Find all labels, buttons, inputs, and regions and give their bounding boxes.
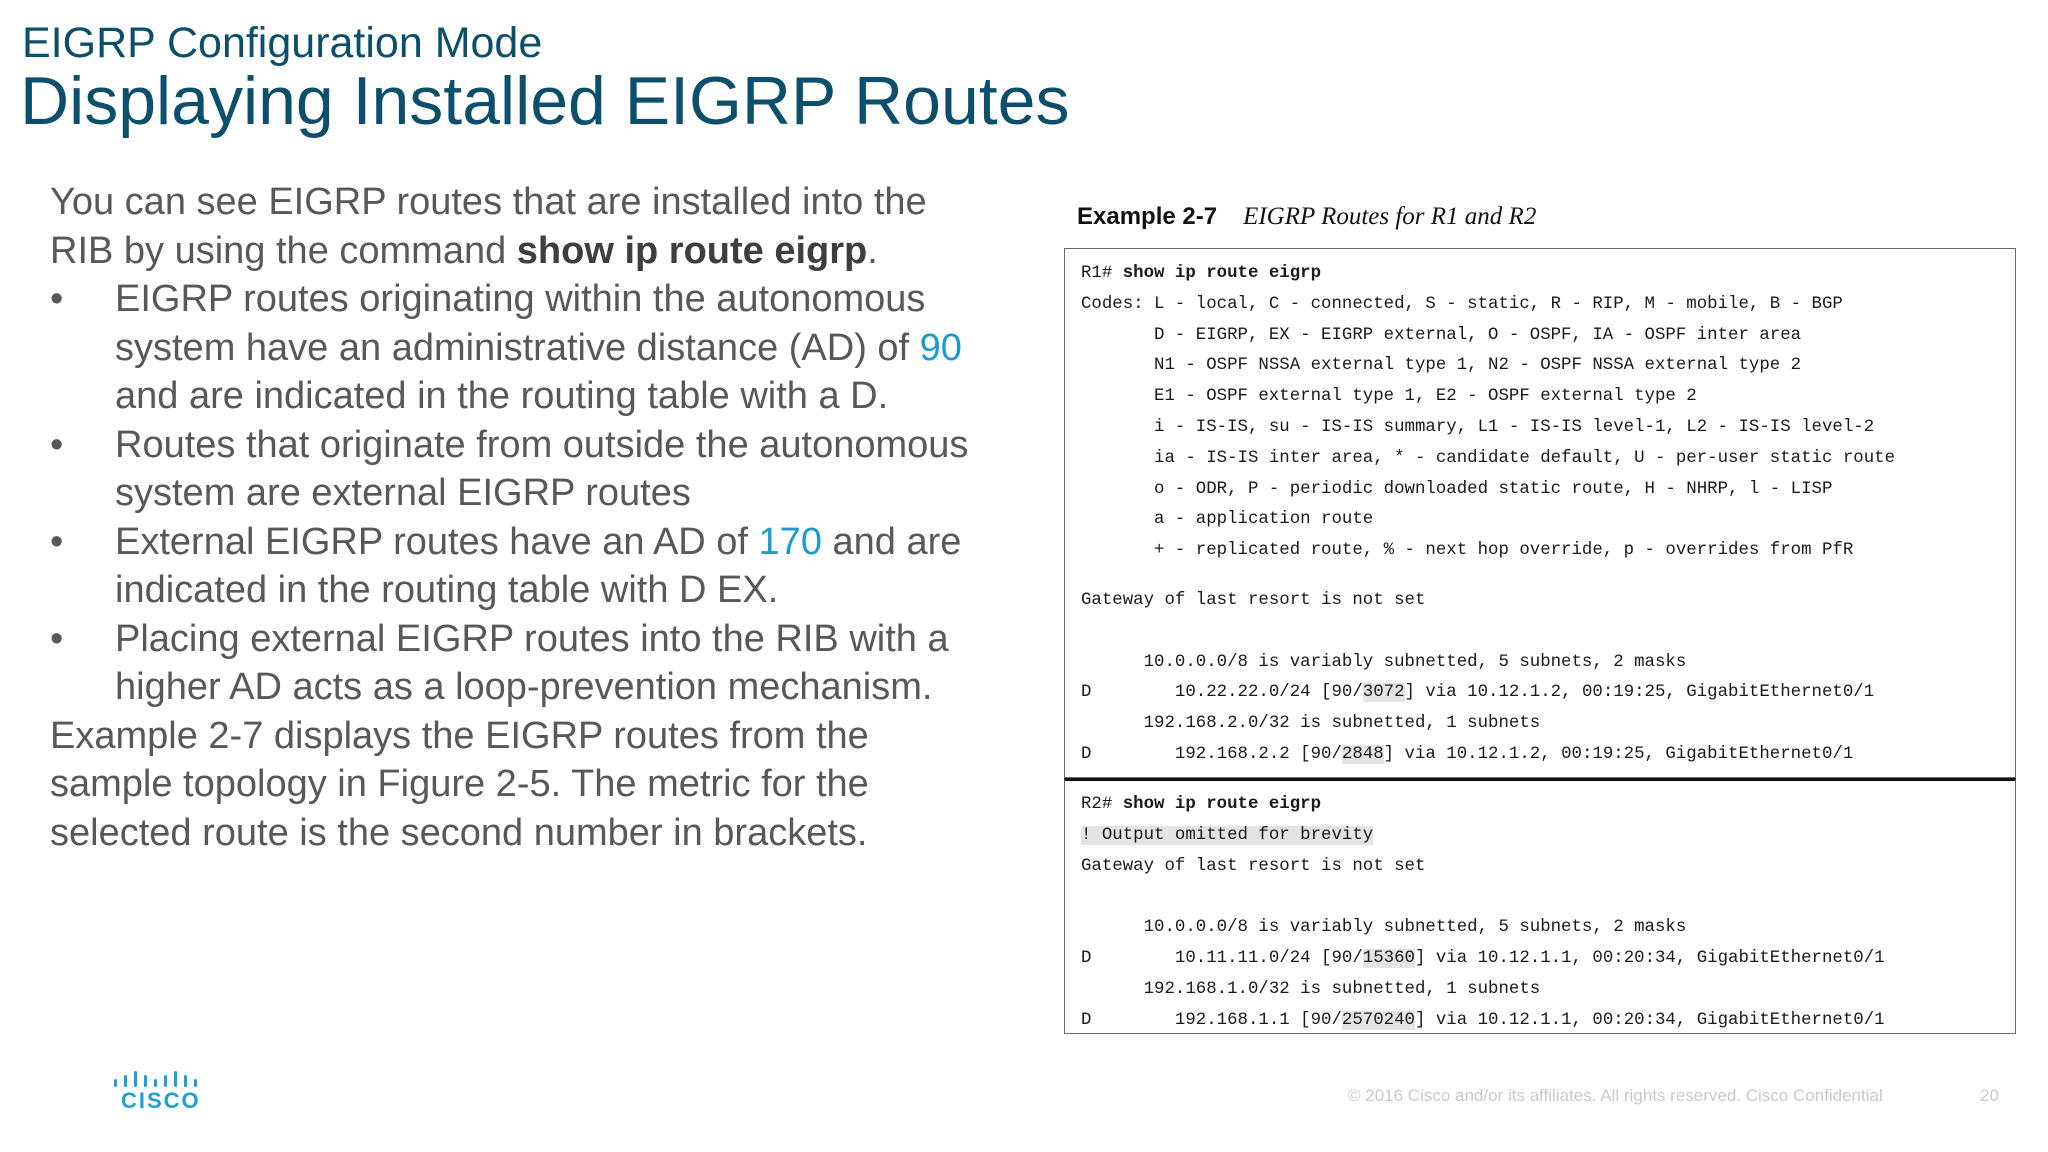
route-line: D 10.11.11.0/24 [90/15360] via 10.12.1.1, 00:20:34, GigabitEthernet0/1 <box>1081 948 1885 968</box>
code-line: ia - IS-IS inter area, * - candidate default, U - per-user static route <box>1081 448 1896 468</box>
cli-prompt: R2# <box>1081 795 1123 814</box>
code-line: 192.168.2.0/32 is subnetted, 1 subnets <box>1081 714 1541 734</box>
bullet-item <box>50 275 970 421</box>
body-text <box>50 178 970 857</box>
bullet-dot: • <box>50 278 64 320</box>
example-title: EIGRP Routes for R1 and R2 <box>1243 203 1537 230</box>
route-metric: 15360 <box>1362 948 1415 968</box>
code-line: 10.0.0.0/8 is variably subnetted, 5 subnets, 2 masks <box>1081 652 1687 672</box>
code-block-r2 <box>1064 778 2016 1034</box>
route-metric: 2570240 <box>1341 1010 1415 1030</box>
code-line: + - replicated route, % - next hop override, p - overrides from PfR <box>1081 541 1854 561</box>
bullet-dot: • <box>50 423 64 466</box>
bullet-dot: • <box>50 520 64 563</box>
code-line <box>1081 821 2015 852</box>
cli-command: show ip route eigrp <box>1122 795 1322 814</box>
intro-period: . <box>867 229 878 272</box>
code-line: Gateway of last resort is not set <box>1081 856 1426 876</box>
page-number: 20 <box>1980 1086 1999 1105</box>
code-block-r1-routes <box>1064 572 2016 778</box>
bullet-dot: • <box>50 617 64 660</box>
bullet-text: Routes that originate from outside the autonomous system are external EIGRP routes <box>115 423 969 514</box>
cisco-logo-text: CISCO <box>121 1088 201 1113</box>
intro-text: You can see EIGRP routes that are installed into the RIB by using the command <box>50 181 927 272</box>
bullet-item <box>50 518 970 615</box>
code-line: a - application route <box>1081 510 1374 530</box>
cisco-logo-icon <box>112 1070 202 1090</box>
intro-paragraph <box>50 178 970 275</box>
code-line: E1 - OSPF external type 1, E2 - OSPF external type 2 <box>1081 387 1697 407</box>
code-line: D - EIGRP, EX - EIGRP external, O - OSPF, IA - OSPF inter area <box>1081 325 1802 345</box>
code-line: Gateway of last resort is not set <box>1081 591 1426 610</box>
bullet-text: External EIGRP routes have an AD of <box>115 520 759 563</box>
route-metric: 3072 <box>1362 683 1405 703</box>
code-line <box>1081 790 2015 821</box>
code-block-r1-codes <box>1064 248 2016 572</box>
page-title: Displaying Installed EIGRP Routes <box>20 63 1070 139</box>
code-line-blank <box>1081 882 2015 913</box>
cli-command: show ip route eigrp <box>1122 264 1322 283</box>
bullet-text: Placing external EIGRP routes into the RIB with a higher AD acts as a loop-prevention mechanism. <box>115 617 949 708</box>
ad-value-internal: 90 <box>919 326 962 369</box>
cli-prompt: R1# <box>1081 264 1123 283</box>
ad-value-external: 170 <box>758 520 822 563</box>
route-line: D 192.168.1.1 [90/2570240] via 10.12.1.1, 00:20:34, GigabitEthernet0/1 <box>1081 1010 1885 1030</box>
route-metric: 2848 <box>1341 744 1384 764</box>
bullet-item <box>50 421 970 518</box>
code-line: Codes: L - local, C - connected, S - static, R - RIP, M - mobile, B - BGP <box>1081 294 1843 314</box>
example-caption <box>1077 203 1536 231</box>
code-line-blank <box>1081 617 2015 648</box>
closing-paragraph: Example 2-7 displays the EIGRP routes from the sample topology in Figure 2-5. The metric for the selected route is the second number in brackets. <box>50 714 869 854</box>
code-line: i - IS-IS, su - IS-IS summary, L1 - IS-IS level-1, L2 - IS-IS level-2 <box>1081 417 1875 437</box>
section-subtitle: EIGRP Configuration Mode <box>22 19 543 67</box>
omitted-note: ! Output omitted for brevity <box>1081 825 1374 845</box>
intro-command: show ip route eigrp <box>516 229 868 272</box>
code-line: N1 - OSPF NSSA external type 1, N2 - OSPF NSSA external type 2 <box>1081 356 1802 376</box>
example-number: Example 2-7 <box>1077 203 1218 230</box>
copyright-text: © 2016 Cisco and/or its affiliates. All rights reserved. Cisco Confidential <box>1348 1086 1883 1105</box>
route-line: D 10.22.22.0/24 [90/3072] via 10.12.1.2, 00:19:25, GigabitEthernet0/1 <box>1081 683 1875 703</box>
code-line: o - ODR, P - periodic downloaded static route, H - NHRP, l - LISP <box>1081 479 1833 499</box>
bullet-text: and are indicated in the routing table with D EX. <box>115 520 962 611</box>
bullet-text: EIGRP routes originating within the autonomous system have an administrative distance (AD) of <box>115 278 926 369</box>
bullet-list <box>50 275 970 712</box>
code-line: 192.168.1.0/32 is subnetted, 1 subnets <box>1081 979 1541 999</box>
code-line <box>1081 259 2015 290</box>
code-line: 10.0.0.0/8 is variably subnetted, 5 subnets, 2 masks <box>1081 918 1687 938</box>
route-line: D 192.168.2.2 [90/2848] via 10.12.1.2, 00:19:25, GigabitEthernet0/1 <box>1081 744 1854 764</box>
bullet-item <box>50 615 970 712</box>
bullet-text: and are indicated in the routing table with a D. <box>115 375 889 417</box>
